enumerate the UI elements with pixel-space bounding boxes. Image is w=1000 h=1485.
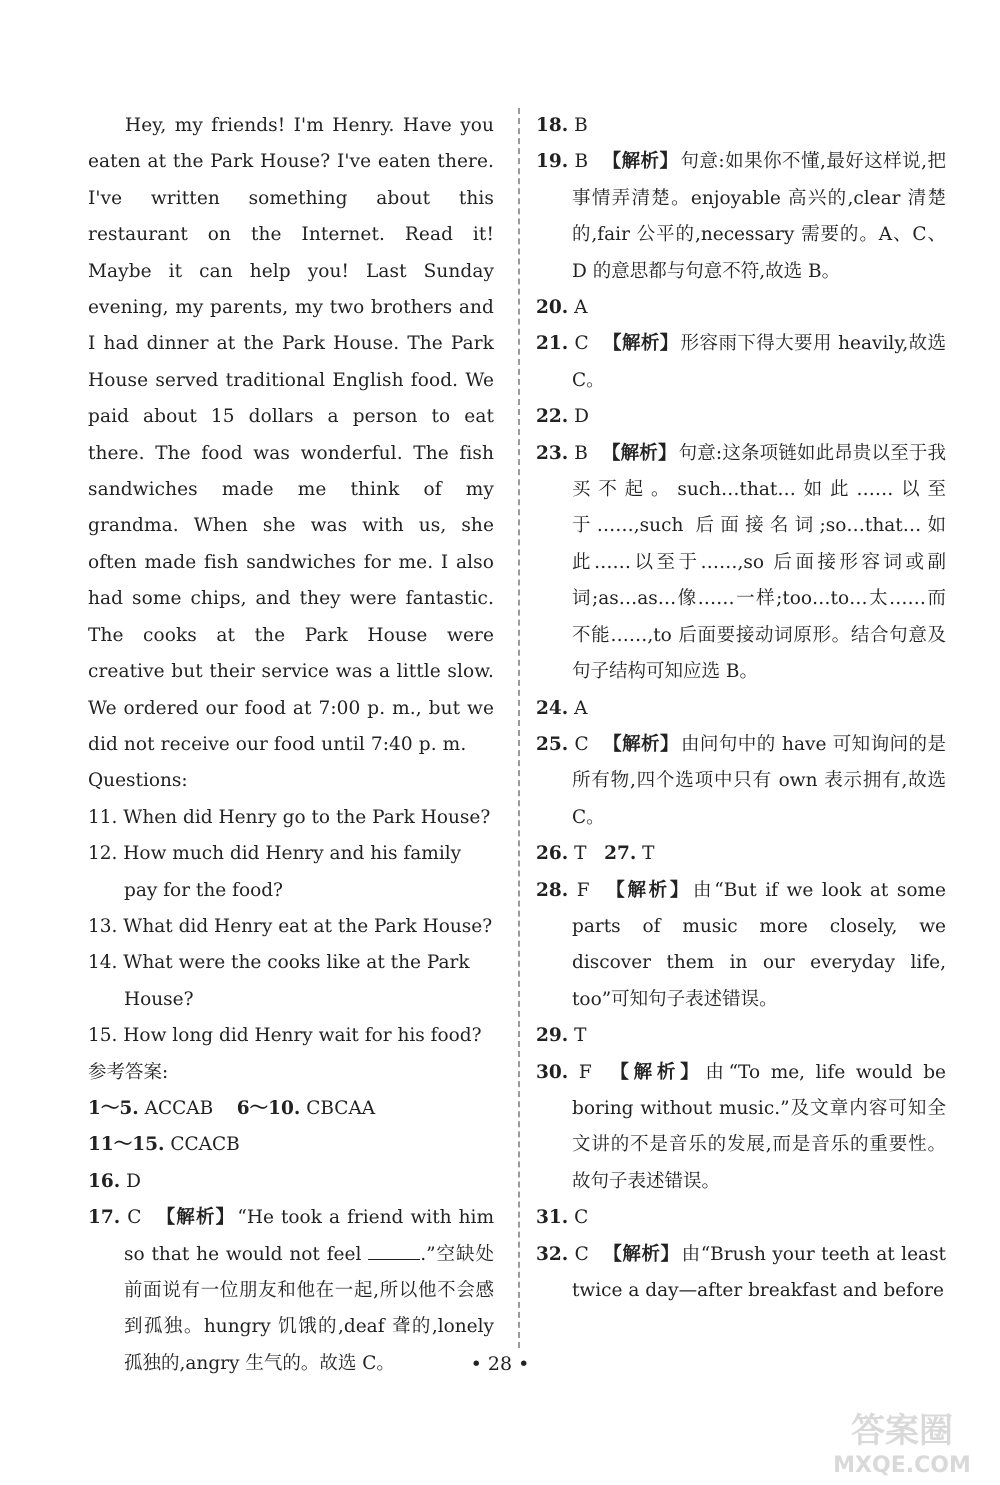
- fill-blank: [368, 1241, 420, 1260]
- answer-values-11-15: CCACB: [170, 1134, 240, 1156]
- answer-value: T: [642, 843, 655, 865]
- question-14: 14. What were the cooks like at the Park House?: [88, 952, 470, 1010]
- answer-value: C: [574, 733, 589, 755]
- analysis-tag: 【解析】: [155, 1207, 236, 1229]
- page-number: • 28 •: [470, 1353, 530, 1375]
- answer-23: [536, 436, 946, 691]
- answer-number: 31.: [536, 1207, 569, 1229]
- answer-31: [536, 1200, 946, 1236]
- analysis-tag: 【解析】: [602, 733, 679, 755]
- question-13: 13. What did Henry eat at the Park House?: [88, 915, 493, 937]
- question-15: 15. How long did Henry wait for his food?: [88, 1025, 482, 1047]
- answer-value: T: [574, 843, 587, 865]
- answer-18: [536, 108, 946, 144]
- watermark-logo: [812, 1400, 992, 1480]
- answer-number: 29.: [536, 1025, 569, 1047]
- analysis-tag: 【解析】: [601, 442, 677, 464]
- analysis-text: 句意:如果你不懂,最好这样说,把事情弄清楚。enjoyable 高兴的,clear 清楚的,fair 公平的,necessary 需要的。A、C、D 的意思都与句意不符,故选 B。: [572, 151, 946, 282]
- answer-20: [536, 290, 946, 326]
- answer-number: 21.: [536, 333, 569, 355]
- answer-24: [536, 691, 946, 727]
- answer-number: 19.: [536, 151, 569, 173]
- answer-number: 25.: [536, 733, 569, 755]
- answer-value: D: [126, 1170, 141, 1192]
- answer-value: T: [574, 1025, 587, 1047]
- answer-row-1: [88, 1091, 494, 1127]
- answer-26-27: [536, 836, 946, 872]
- answer-number: 26.: [536, 843, 569, 865]
- answer-19: [536, 144, 946, 290]
- listening-passage: Hey, my friends! I'm Henry. Have you eaten at the Park House? I've eaten there. I've written something about this restaurant on the Internet. Read it! Maybe it can help you! Last Sunday evening, my parents, my two brothers and I had dinner at the Park House. The Park House served traditional English food. We paid about 15 dollars a person to eat there. The food was wonderful. The fish sandwiches made me think of my grandma. When she was with us, she often made fish sandwiches for me. I also had some chips, and they were fantastic. The cooks at the Park House were creative but their service was a little slow. We ordered our food at 7:00 p. m., but we did not receive our food until 7:40 p. m.: [88, 115, 494, 755]
- answer-number: 24.: [536, 697, 569, 719]
- answer-value: A: [574, 697, 588, 719]
- answer-value: B: [574, 115, 588, 136]
- answer-value: C: [574, 1243, 589, 1265]
- column-divider: [518, 108, 520, 1348]
- analysis-text: “He took a friend with him so that he would not feel: [124, 1207, 494, 1265]
- analysis-tag: 【解析】: [603, 879, 692, 901]
- analysis-tag: 【解析】: [602, 1243, 680, 1265]
- answer-30: [536, 1055, 946, 1201]
- analysis-tag: 【解析】: [602, 333, 679, 355]
- answer-29: [536, 1018, 946, 1054]
- analysis-text: 由“Brush your teeth at least twice a day—after breakfast and before: [572, 1243, 946, 1301]
- answer-22: [536, 399, 946, 435]
- answer-value: F: [578, 1061, 592, 1083]
- watermark-text-cn: 答案圈: [851, 1411, 953, 1451]
- answer-range-11-15: 11～15.: [88, 1134, 165, 1156]
- answer-value: B: [574, 442, 588, 464]
- question-12: 12. How much did Henry and his family pay for the food?: [88, 843, 462, 901]
- answer-number: 32.: [536, 1243, 569, 1265]
- analysis-text: 由“To me, life would be boring without music.”及文章内容可知全文讲的不是音乐的发展,而是音乐的重要性。故句子表述错误。: [572, 1061, 946, 1192]
- answer-number: 30.: [536, 1061, 569, 1083]
- answer-number: 16.: [88, 1170, 121, 1192]
- left-column: [88, 108, 494, 1382]
- answer-value: C: [574, 1207, 589, 1229]
- analysis-tag: 【解析】: [605, 1061, 704, 1083]
- answer-range-1-5: 1～5.: [88, 1097, 139, 1119]
- answer-value: B: [574, 151, 589, 173]
- answer-value: C: [127, 1207, 142, 1229]
- answer-28: [536, 873, 946, 1019]
- answer-number: 17.: [88, 1207, 121, 1229]
- answer-32: [536, 1237, 946, 1310]
- answer-number: 27.: [604, 843, 637, 865]
- answer-25: [536, 727, 946, 836]
- answer-values-1-5: ACCAB: [144, 1097, 214, 1119]
- analysis-text: .”空缺处前面说有一位朋友和他在一起,所以他不会感到孤独。hungry 饥饿的,deaf 聋的,lonely 孤独的,angry 生气的。故选 C。: [124, 1243, 494, 1374]
- answer-range-6-10: 6～10.: [236, 1097, 301, 1119]
- answer-value: A: [574, 297, 588, 319]
- answer-number: 18.: [536, 115, 569, 136]
- analysis-text: 形容雨下得大要用 heavily,故选 C。: [572, 333, 946, 391]
- answer-value: C: [574, 333, 589, 355]
- answer-21: [536, 326, 946, 399]
- answer-number: 20.: [536, 297, 569, 319]
- answer-value: F: [576, 879, 590, 901]
- question-11: 11. When did Henry go to the Park House?: [88, 806, 491, 828]
- answer-value: D: [574, 406, 589, 428]
- analysis-text: 由“But if we look at some parts of music more closely, we discover them in our everyday life, too”可知句子表述错误。: [572, 879, 946, 1010]
- analysis-tag: 【解析】: [602, 151, 679, 173]
- answer-16: [88, 1164, 494, 1200]
- answer-number: 23.: [536, 442, 569, 464]
- analysis-text: 句意:这条项链如此昂贵以至于我买不起。such…that…如此……以至于……,such 后面接名词;so…that…如此……以至于……,so 后面接形容词或副词;as…as…像……一样;too…to…太……而不能……,to 后面要接动词原形。结合句意及句子结构可知应选 B。: [572, 442, 947, 683]
- questions-heading: Questions:: [88, 770, 188, 792]
- right-column: [536, 108, 946, 1309]
- watermark-text-url: MXQE.COM: [833, 1453, 971, 1478]
- answer-key-heading: 参考答案:: [88, 1061, 169, 1083]
- analysis-text: 由问句中的 have 可知询问的是所有物,四个选项中只有 own 表示拥有,故选 C。: [572, 733, 946, 828]
- answer-number: 22.: [536, 406, 569, 428]
- answer-row-2: [88, 1127, 494, 1163]
- answer-values-6-10: CBCAA: [306, 1097, 376, 1119]
- answer-number: 28.: [536, 879, 569, 901]
